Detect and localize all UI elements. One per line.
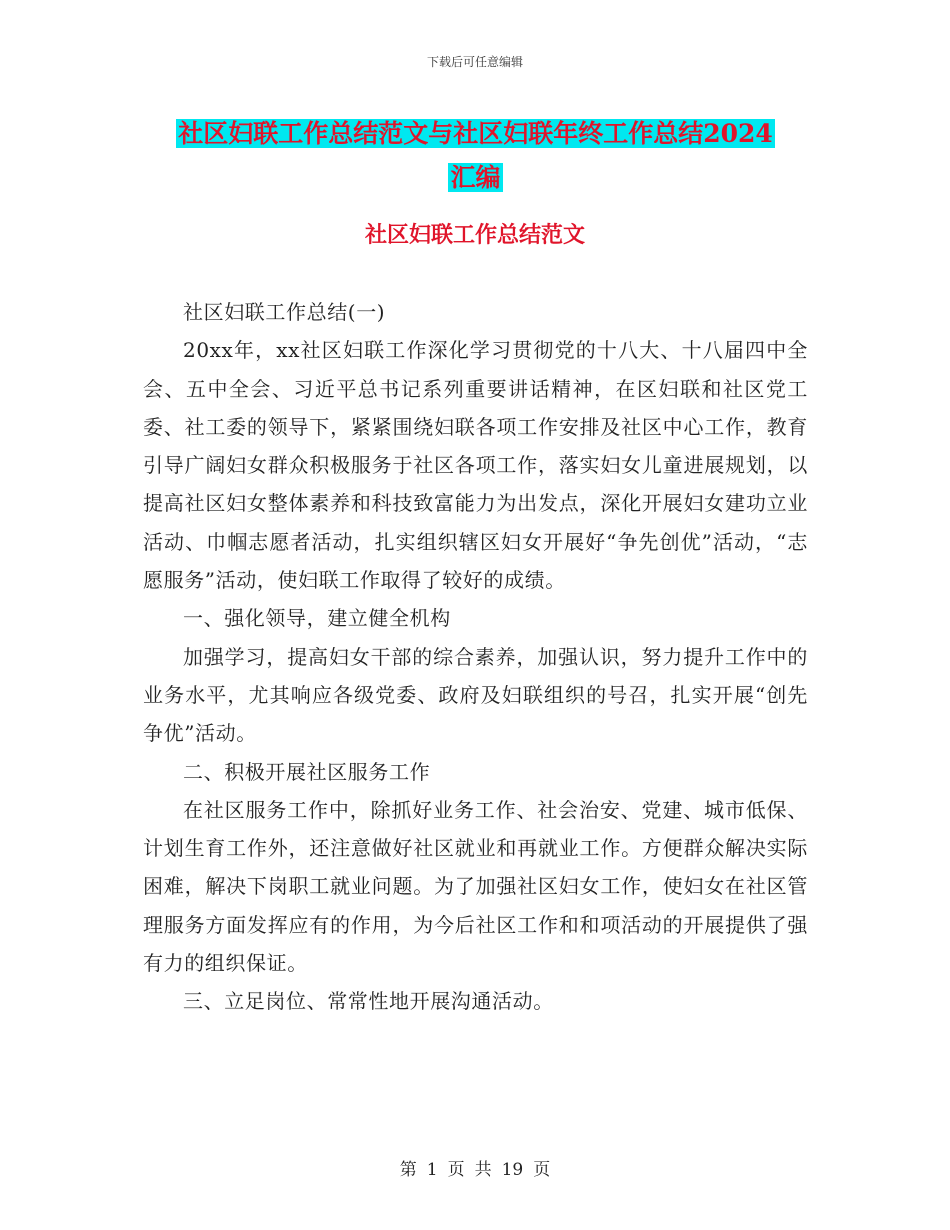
total-unit: 页 — [533, 1160, 551, 1180]
section-heading-2: 二、积极开展社区服务工作 — [183, 759, 431, 784]
section-heading-3: 三、立足岗位、常常性地开展沟通活动。 — [183, 989, 554, 1014]
body-paragraph: 加强学习，提高妇女干部的综合素养，加强认识，努力提升工作中的业务水平，尤其响应各级党委、政府及妇联组织的号召，扎实开展“创先争优”活动。 — [143, 644, 808, 746]
document-title-line-1: 社区妇联工作总结范文与社区妇联年终工作总结2024 — [178, 119, 773, 148]
page-footer — [0, 1155, 950, 1180]
total-pages: 19 — [501, 1160, 524, 1180]
page-unit: 页 — [447, 1160, 465, 1180]
document-title-line-2: 汇编 — [450, 163, 501, 192]
section-title: 社区妇联工作总结范文 — [364, 222, 585, 248]
subtitle-paragraph: 社区妇联工作总结(一) — [183, 300, 386, 324]
page-label: 第 — [399, 1160, 417, 1180]
total-label: 共 — [474, 1160, 492, 1180]
header-note: 下载后可任意编辑 — [426, 55, 523, 69]
body-paragraph: 20xx年，xx社区妇联工作深化学习贯彻党的十八大、十八届四中全会、五中全会、习近平总书记系列重要讲话精神，在区妇联和社区党工委、社工委的领导下，紧紧围绕妇联各项工作安排及社区中心工作，教育引导广阔妇女群众积极服务于社区各项工作，落实妇女儿童进展规划，以提高社区妇女整体素养和科技致富能力为出发点，深化开展妇女建功立业活动、巾帼志愿者活动，扎实组织辖区妇女开展好“争先创优”活动，“志愿服务”活动，使妇联工作取得了较好的成绩。 — [143, 338, 808, 593]
page-number: 1 — [426, 1160, 438, 1180]
document-body — [143, 293, 808, 1021]
section-heading-1: 一、强化领导，建立健全机构 — [183, 606, 451, 631]
body-paragraph: 在社区服务工作中，除抓好业务工作、社会治安、党建、城市低保、计划生育工作外，还注意做好社区就业和再就业工作。方便群众解决实际困难，解决下岗职工就业问题。为了加强社区妇女工作，使妇女在社区管理服务方面发挥应有的作用，为今后社区工作和和项活动的开展提供了强有力的组织保证。 — [143, 797, 808, 976]
document-title — [143, 112, 808, 200]
